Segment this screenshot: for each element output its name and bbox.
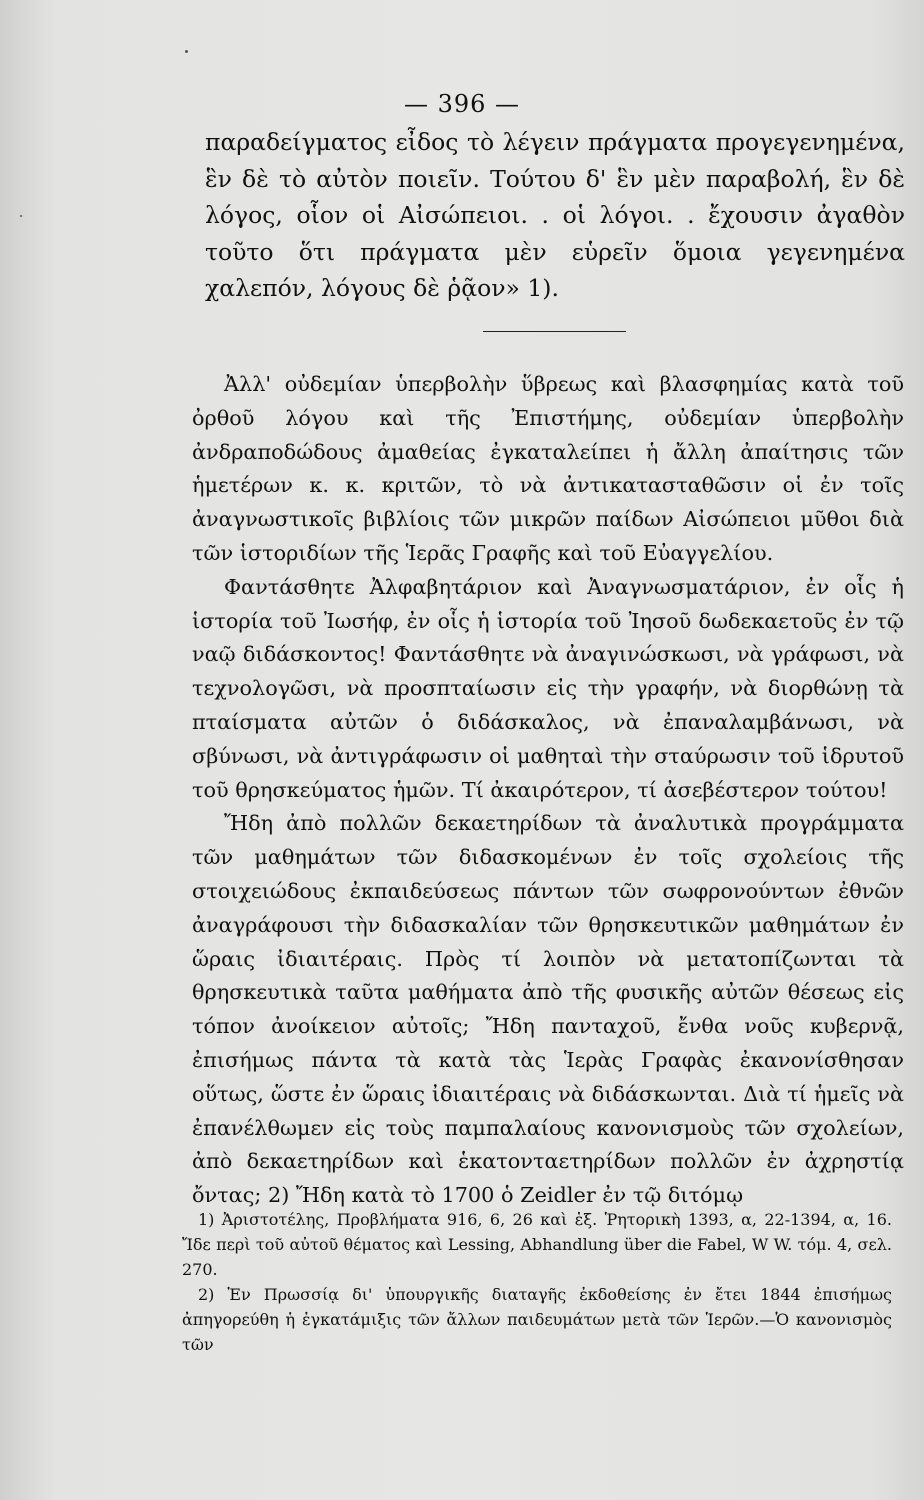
section-separator [483,331,626,332]
body-text [192,368,904,1213]
footnote-1: 1) Ἀριστοτέλης, Προβλήματα 916, 6, 26 καὶ ἑξ. Ῥητορικὴ 1393, α, 22-1394, α, 16. Ἴδε περὶ τοῦ αὐτοῦ θέματος καὶ Lessing, Abhandlung über die Fabel, W W. τόμ. 4, σελ. 270. [182,1210,892,1279]
quotation-block [205,124,905,307]
quotation-paragraph: παραδείγματος εἶδος τὸ λέγειν πράγματα προγεγενημένα, ἓν δὲ τὸ αὐτὸν ποιεῖν. Τούτου δ' ἓν μὲν παραβολή, ἓν δὲ λόγος, οἷον οἱ Αἰσώπειοι. . οἱ λόγοι. . ἔχουσιν ἀγαθὸν τοῦτο ὅτι πράγματα μὲν εὑρεῖν ὅμοια γεγενημένα χαλεπόν, λόγους δὲ ῥᾷον» 1). [205,128,905,302]
print-speck [20,215,22,217]
body-paragraph: Φαντάσθητε Ἀλφαβητάριον καὶ Ἀναγνωσματάριον, ἐν οἷς ἡ ἱστορία τοῦ Ἰωσήφ, ἐν οἷς ἡ ἱστορία τοῦ Ἰησοῦ δωδεκαετοῦς ἐν τῷ ναῷ διδάσκοντος! Φαντάσθητε νὰ ἀναγινώσκωσι, νὰ γράφωσι, νὰ τεχνολογῶσι, νὰ προσπταίωσιν εἰς τὴν γραφήν, νὰ διορθώνῃ τὰ πταίσματα αὐτῶν ὁ διδάσκαλος, νὰ ἐπαναλαμβάνωσι, νὰ σβύνωσι, νὰ ἀντιγράφωσιν οἱ μαθηταὶ τὴν σταύρωσιν τοῦ ἱδρυτοῦ τοῦ θρησκεύματος ἡμῶν. Τί ἀκαιρότερον, τί ἀσεβέστερον τούτου! [192,574,904,802]
body-paragraph: Ἤδη ἀπὸ πολλῶν δεκαετηρίδων τὰ ἀναλυτικὰ προγράμματα τῶν μαθημάτων τῶν διδασκομένων ἐν τοῖς σχολείοις τῆς στοιχειώδους ἐκπαιδεύσεως πάντων τῶν σωφρονούντων ἐθνῶν ἀναγράφουσι τὴν διδασκαλίαν τῶν θρησκευτικῶν μαθημάτων ἐν ὥραις ἰδιαιτέραις. Πρὸς τί λοιπὸν νὰ μετατοπίζωνται τὰ θρησκευτικὰ ταῦτα μαθήματα ἀπὸ τῆς φυσικῆς αὐτῶν θέσεως εἰς τόπον ἀνοίκειον αὐτοῖς; Ἤδη πανταχοῦ, ἔνθα νοῦς κυβερνᾷ, ἐπισήμως πάντα τὰ κατὰ τὰς Ἱερὰς Γραφὰς ἐκανονίσθησαν οὕτως, ὥστε ἐν ὥραις ἰδιαιτέραις νὰ διδάσκωνται. Διὰ τί ἡμεῖς νὰ ἐπανέλθωμεν εἰς τοὺς παμπαλαίους κανονισμοὺς τῶν σχολείων, ἀπὸ δεκαετηρίδων καὶ ἑκατονταετηρίδων πολλῶν ἐν ἀχρηστίᾳ ὄντας; 2) Ἤδη κατὰ τὸ 1700 ὁ Zeidler ἐν τῷ διτόμῳ [192,811,904,1208]
footnotes [182,1207,892,1357]
footnote-2: 2) Ἐν Πρωσσίᾳ δι' ὑπουργικῆς διαταγῆς ἐκδοθείσης ἐν ἔτει 1844 ἐπισήμως ἀπηγορεύθη ἡ ἐγκατάμιξις τῶν ἄλλων παιδευμάτων μετὰ τῶν Ἱερῶν.—Ὁ κανονισμὸς τῶν [182,1285,892,1354]
body-paragraph: Ἀλλ' οὐδεμίαν ὑπερβολὴν ὕβρεως καὶ βλασφημίας κατὰ τοῦ ὀρθοῦ λόγου καὶ τῆς Ἐπιστήμης, οὐδεμίαν ὑπερβολὴν ἀνδραποδώδους ἀμαθείας ἐγκαταλείπει ἡ ἄλλη ἀπαίτησις τῶν ἡμετέρων κ. κ. κριτῶν, τὸ νὰ ἀντικατασταθῶσιν οἱ ἐν τοῖς ἀναγνωστικοῖς βιβλίοις τῶν μικρῶν παίδων Αἰσώπειοι μῦθοι διὰ τῶν ἱστοριδίων τῆς Ἱερᾶς Γραφῆς καὶ τοῦ Εὐαγγελίου. [192,372,904,565]
page-number: — 396 — [403,90,521,118]
print-speck [185,50,188,53]
